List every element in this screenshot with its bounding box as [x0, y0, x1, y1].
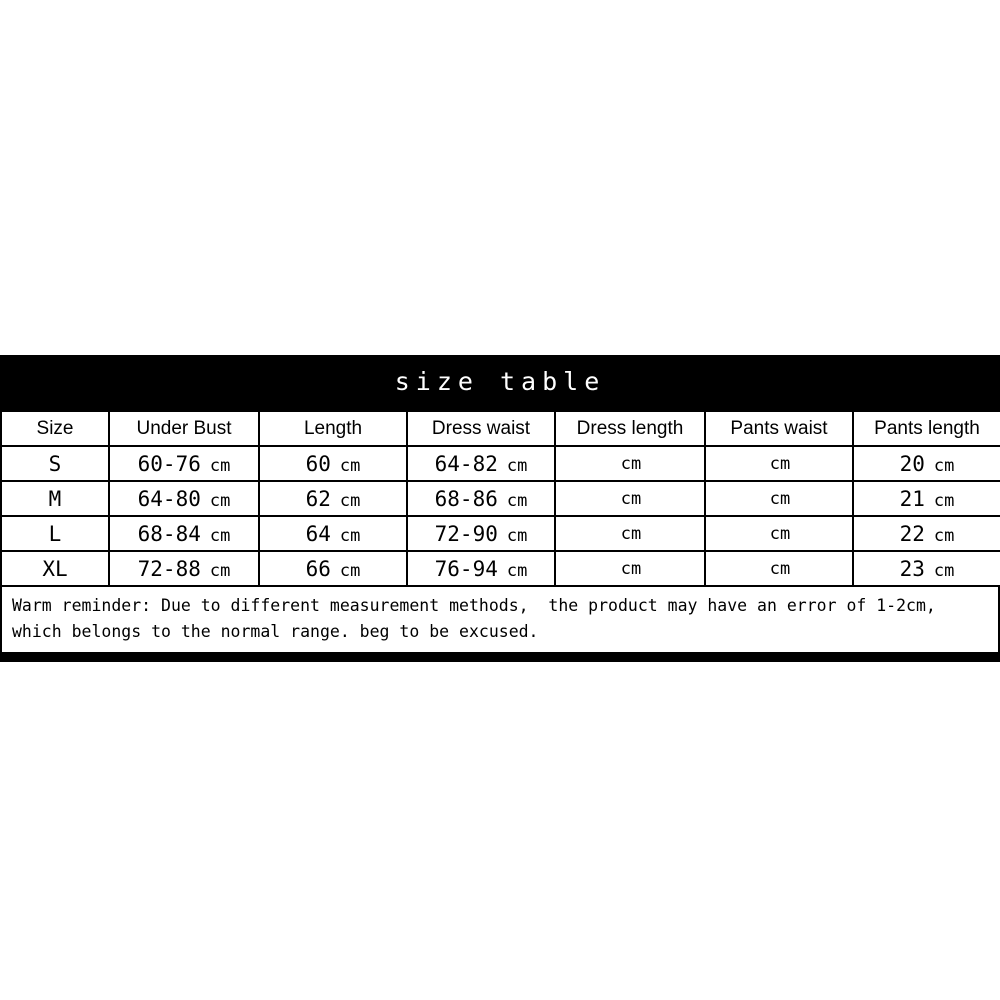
cell-pants-length: [853, 481, 1000, 516]
value-pants-length: 23: [899, 556, 925, 581]
unit-label: cm: [209, 490, 231, 511]
value-dress-waist: 72-90: [434, 521, 498, 546]
column-header-pants-waist: Pants waist: [705, 411, 853, 446]
table-row: [1, 551, 1000, 586]
cell-size: M: [1, 481, 109, 516]
cell-dress-length: [555, 481, 705, 516]
cell-length: [259, 446, 407, 481]
table-header-row: [1, 411, 1000, 446]
column-header-dress-length: Dress length: [555, 411, 705, 446]
unit-label: cm: [339, 490, 361, 511]
value-under-bust: 68-84: [137, 521, 201, 546]
unit-label: cm: [506, 560, 528, 581]
column-header-length: Length: [259, 411, 407, 446]
unit-label: cm: [933, 560, 955, 581]
unit-label: cm: [620, 488, 642, 509]
column-header-pants-length: Pants length: [853, 411, 1000, 446]
cell-pants-waist: [705, 481, 853, 516]
cell-pants-waist: [705, 551, 853, 586]
unit-label: cm: [209, 560, 231, 581]
cell-under-bust: [109, 446, 259, 481]
value-under-bust: 72-88: [137, 556, 201, 581]
value-pants-length: 21: [899, 486, 925, 511]
cell-under-bust: [109, 516, 259, 551]
unit-label: cm: [769, 488, 791, 509]
bottom-frame-band: [0, 654, 1000, 662]
cell-dress-waist: [407, 446, 555, 481]
cell-dress-length: [555, 551, 705, 586]
size-table-title: size table: [0, 355, 1000, 410]
cell-pants-length: [853, 446, 1000, 481]
size-table: [0, 410, 1000, 587]
cell-pants-waist: [705, 446, 853, 481]
cell-size: S: [1, 446, 109, 481]
cell-pants-length: [853, 516, 1000, 551]
cell-size: XL: [1, 551, 109, 586]
unit-label: cm: [933, 490, 955, 511]
unit-label: cm: [933, 455, 955, 476]
table-row: [1, 516, 1000, 551]
value-pants-length: 22: [899, 521, 925, 546]
unit-label: cm: [769, 558, 791, 579]
unit-label: cm: [620, 453, 642, 474]
unit-label: cm: [620, 558, 642, 579]
value-length: 66: [305, 556, 331, 581]
cell-dress-waist: [407, 516, 555, 551]
value-under-bust: 64-80: [137, 486, 201, 511]
table-row: [1, 446, 1000, 481]
unit-label: cm: [339, 455, 361, 476]
unit-label: cm: [506, 490, 528, 511]
cell-length: [259, 551, 407, 586]
unit-label: cm: [620, 523, 642, 544]
cell-pants-waist: [705, 516, 853, 551]
cell-length: [259, 481, 407, 516]
column-header-dress-waist: Dress waist: [407, 411, 555, 446]
value-under-bust: 60-76: [137, 451, 201, 476]
value-length: 62: [305, 486, 331, 511]
cell-dress-waist: [407, 481, 555, 516]
table-row: [1, 481, 1000, 516]
note-line-2: which belongs to the normal range. beg to be excused.: [12, 621, 539, 641]
column-header-size: Size: [1, 411, 109, 446]
value-pants-length: 20: [899, 451, 925, 476]
cell-size: L: [1, 516, 109, 551]
value-dress-waist: 76-94: [434, 556, 498, 581]
cell-dress-waist: [407, 551, 555, 586]
cell-dress-length: [555, 516, 705, 551]
unit-label: cm: [506, 455, 528, 476]
unit-label: cm: [339, 525, 361, 546]
unit-label: cm: [209, 455, 231, 476]
value-length: 60: [305, 451, 331, 476]
unit-label: cm: [769, 453, 791, 474]
cell-pants-length: [853, 551, 1000, 586]
cell-under-bust: [109, 481, 259, 516]
unit-label: cm: [209, 525, 231, 546]
value-dress-waist: 64-82: [434, 451, 498, 476]
cell-dress-length: [555, 446, 705, 481]
unit-label: cm: [506, 525, 528, 546]
value-length: 64: [305, 521, 331, 546]
size-chart-container: [0, 355, 1000, 662]
unit-label: cm: [769, 523, 791, 544]
warm-reminder-note: [0, 587, 1000, 654]
cell-under-bust: [109, 551, 259, 586]
cell-length: [259, 516, 407, 551]
note-line-1: Warm reminder: Due to different measurement methods, the product may have an error of 1-2cm,: [12, 596, 936, 615]
column-header-under-bust: Under Bust: [109, 411, 259, 446]
value-dress-waist: 68-86: [434, 486, 498, 511]
unit-label: cm: [933, 525, 955, 546]
unit-label: cm: [339, 560, 361, 581]
